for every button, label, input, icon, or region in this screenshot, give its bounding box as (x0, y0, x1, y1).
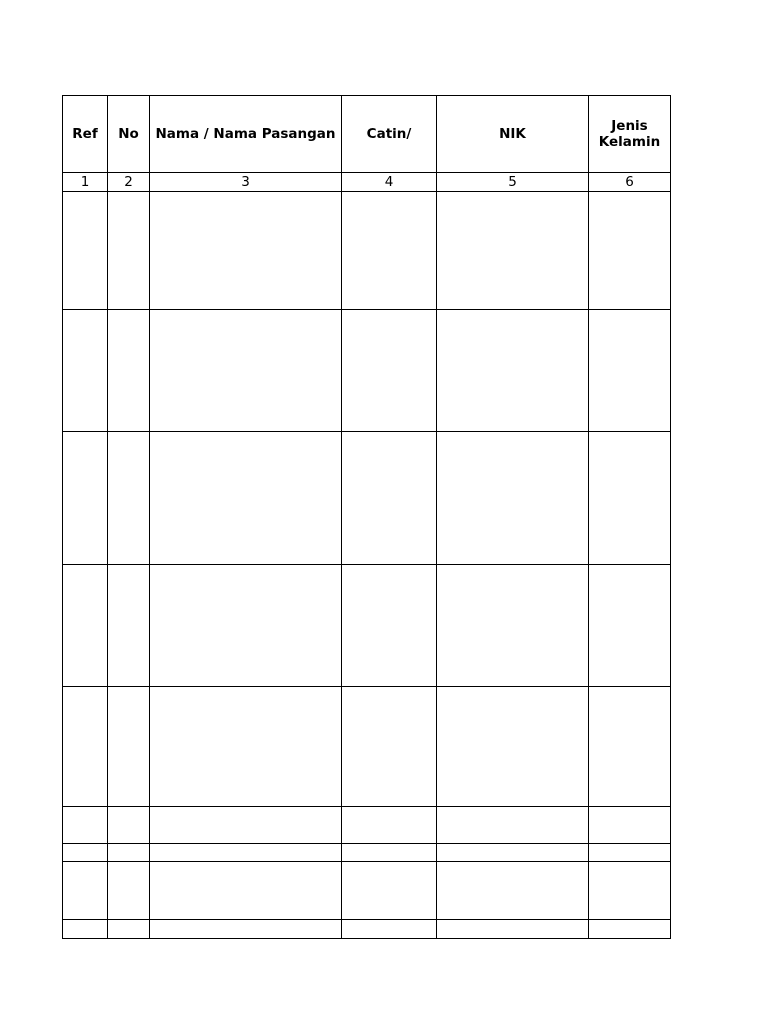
table-cell[interactable] (589, 844, 671, 862)
table-row (63, 192, 671, 310)
table-cell[interactable] (63, 310, 108, 432)
table-row (63, 807, 671, 844)
table-cell[interactable] (437, 565, 589, 687)
table-cell[interactable] (437, 844, 589, 862)
table-cell[interactable] (150, 920, 342, 939)
column-number: 2 (108, 173, 150, 192)
table-cell[interactable] (437, 687, 589, 807)
table-cell[interactable] (63, 687, 108, 807)
header-nik: NIK (437, 96, 589, 173)
table-row (63, 565, 671, 687)
data-table (62, 95, 671, 939)
table-cell[interactable] (150, 687, 342, 807)
table-cell[interactable] (63, 807, 108, 844)
table-cell[interactable] (108, 844, 150, 862)
table-cell[interactable] (63, 432, 108, 565)
table-cell[interactable] (437, 807, 589, 844)
header-nama: Nama / Nama Pasangan (150, 96, 342, 173)
header-row (63, 96, 671, 173)
table-cell[interactable] (150, 192, 342, 310)
table-cell[interactable] (589, 310, 671, 432)
table-cell[interactable] (150, 862, 342, 920)
table-cell[interactable] (108, 432, 150, 565)
column-number-row (63, 173, 671, 192)
table-row (63, 844, 671, 862)
table-cell[interactable] (437, 862, 589, 920)
table-cell[interactable] (589, 862, 671, 920)
header-no: No (108, 96, 150, 173)
table-cell[interactable] (63, 844, 108, 862)
table-cell[interactable] (342, 862, 437, 920)
table-cell[interactable] (589, 432, 671, 565)
table-cell[interactable] (437, 432, 589, 565)
table-cell[interactable] (342, 565, 437, 687)
column-number: 5 (437, 173, 589, 192)
table-cell[interactable] (342, 844, 437, 862)
table-cell[interactable] (150, 807, 342, 844)
table-cell[interactable] (108, 862, 150, 920)
table-cell[interactable] (108, 807, 150, 844)
table-cell[interactable] (589, 565, 671, 687)
table-cell[interactable] (342, 432, 437, 565)
table-cell[interactable] (150, 310, 342, 432)
table-cell[interactable] (437, 920, 589, 939)
header-catin: Catin/ (342, 96, 437, 173)
table-cell[interactable] (589, 807, 671, 844)
table-cell[interactable] (589, 687, 671, 807)
table-cell[interactable] (63, 920, 108, 939)
table-cell[interactable] (437, 310, 589, 432)
table-row (63, 920, 671, 939)
table-row (63, 310, 671, 432)
table-cell[interactable] (108, 920, 150, 939)
header-jenis-kelamin (589, 96, 671, 173)
table-cell[interactable] (150, 432, 342, 565)
table-cell[interactable] (589, 920, 671, 939)
table-cell[interactable] (108, 687, 150, 807)
table-cell[interactable] (63, 192, 108, 310)
table-cell[interactable] (342, 687, 437, 807)
column-number: 6 (589, 173, 671, 192)
table-cell[interactable] (150, 844, 342, 862)
column-number: 1 (63, 173, 108, 192)
table-cell[interactable] (342, 192, 437, 310)
table-row (63, 687, 671, 807)
table-cell[interactable] (150, 565, 342, 687)
table-row (63, 862, 671, 920)
table-cell[interactable] (437, 192, 589, 310)
column-number: 3 (150, 173, 342, 192)
header-ref: Ref (63, 96, 108, 173)
table-cell[interactable] (342, 920, 437, 939)
table-cell[interactable] (342, 807, 437, 844)
table-cell[interactable] (108, 310, 150, 432)
table-cell[interactable] (108, 565, 150, 687)
column-number: 4 (342, 173, 437, 192)
table-cell[interactable] (63, 862, 108, 920)
table-row (63, 432, 671, 565)
table-cell[interactable] (108, 192, 150, 310)
table-cell[interactable] (589, 192, 671, 310)
header-jenis-line1: Jenis (611, 118, 648, 134)
header-jenis-line2: Kelamin (598, 134, 661, 150)
table-cell[interactable] (63, 565, 108, 687)
table-cell[interactable] (342, 310, 437, 432)
